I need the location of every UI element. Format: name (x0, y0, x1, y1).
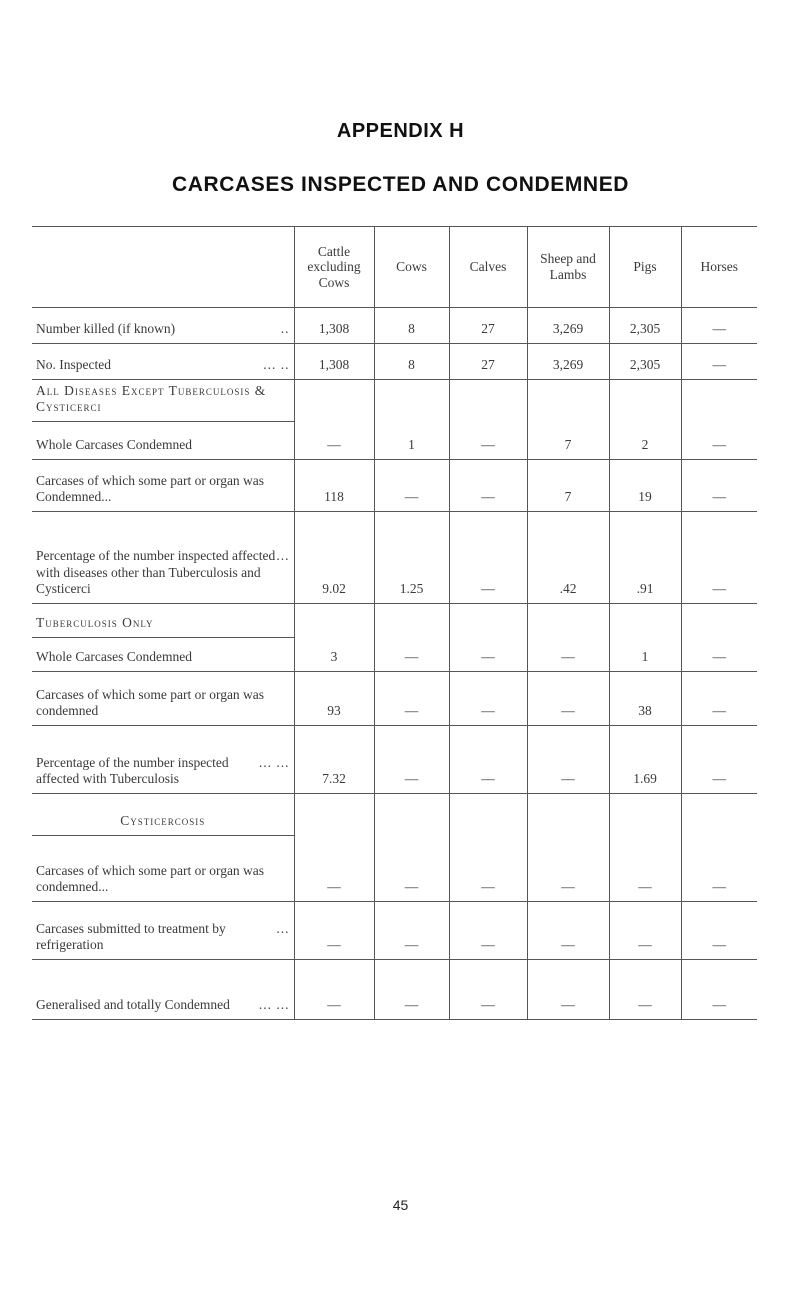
value-cell: — (449, 460, 527, 512)
value-cell: 93 (294, 672, 374, 726)
value-cell: — (449, 726, 527, 794)
table-row (32, 308, 757, 344)
row-label (32, 308, 294, 344)
value-cell: 2 (609, 422, 681, 460)
value-cell: 7 (527, 422, 609, 460)
empty-cell (681, 604, 757, 638)
value-cell: 19 (609, 460, 681, 512)
table-row (32, 726, 757, 794)
value-cell: — (294, 960, 374, 1020)
value-cell: 8 (374, 344, 449, 380)
value-cell: — (449, 836, 527, 902)
table-row (32, 422, 757, 460)
value-cell: — (681, 460, 757, 512)
empty-cell (449, 380, 527, 422)
row-leader-dots: ... (276, 920, 290, 936)
value-cell: — (527, 638, 609, 672)
value-cell: — (449, 422, 527, 460)
empty-cell (609, 604, 681, 638)
value-cell: 27 (449, 344, 527, 380)
table-row (32, 902, 757, 960)
empty-cell (609, 380, 681, 422)
empty-cell (609, 794, 681, 836)
value-cell: 7 (527, 460, 609, 512)
row-label (32, 460, 294, 512)
table-row (32, 836, 757, 902)
table-row (32, 960, 757, 1020)
row-label (32, 638, 294, 672)
value-cell: 38 (609, 672, 681, 726)
value-cell: — (681, 836, 757, 902)
value-cell: 3,269 (527, 308, 609, 344)
row-label-text: Carcases of which some part or organ was condemned (36, 686, 265, 718)
row-label-text: Whole Carcases Condemned (36, 648, 192, 664)
value-cell: — (294, 422, 374, 460)
header-row (32, 227, 757, 308)
section-heading: Tuberculosis Only (32, 604, 294, 638)
row-label-text: Generalised and totally Condemned (36, 996, 230, 1012)
value-cell: 3,269 (527, 344, 609, 380)
value-cell: — (527, 960, 609, 1020)
value-cell: — (527, 726, 609, 794)
value-cell: 118 (294, 460, 374, 512)
row-label (32, 726, 294, 794)
value-cell: 7.32 (294, 726, 374, 794)
column-header: Horses (681, 227, 757, 308)
page-title: CARCASES INSPECTED AND CONDEMNED (171, 173, 630, 196)
column-header: Sheep and Lambs (527, 227, 609, 308)
value-cell: — (681, 422, 757, 460)
table-row (32, 638, 757, 672)
section-heading: All Diseases Except Tuberculosis & Cysticerci (32, 380, 294, 422)
row-label (32, 512, 294, 604)
row-leader-dots: ... ... (258, 996, 290, 1012)
value-cell: — (449, 902, 527, 960)
page-number: 45 (392, 1197, 409, 1213)
empty-cell (294, 380, 374, 422)
row-label (32, 422, 294, 460)
carcases-table (32, 226, 757, 1020)
value-cell: — (449, 960, 527, 1020)
value-cell: .42 (527, 512, 609, 604)
row-label-text: Carcases of which some part or organ was condemned... (36, 862, 265, 894)
value-cell: — (681, 960, 757, 1020)
table-row (32, 344, 757, 380)
empty-cell (374, 604, 449, 638)
empty-cell (449, 604, 527, 638)
value-cell: — (449, 672, 527, 726)
section-heading-row (32, 380, 757, 422)
empty-cell (374, 794, 449, 836)
value-cell: — (681, 902, 757, 960)
value-cell: — (681, 672, 757, 726)
value-cell: 1.25 (374, 512, 449, 604)
row-leader-dots: .. (280, 320, 290, 336)
empty-cell (449, 794, 527, 836)
value-cell: — (374, 638, 449, 672)
row-label-text: Whole Carcases Condemned (36, 436, 192, 452)
value-cell: — (527, 836, 609, 902)
value-cell: — (374, 960, 449, 1020)
row-label-text: Carcases of which some part or organ was Condemned... (36, 472, 265, 504)
column-header: Pigs (609, 227, 681, 308)
row-label-text: Carcases submitted to treatment by refrigeration (36, 920, 226, 952)
value-cell: 9.02 (294, 512, 374, 604)
row-label (32, 672, 294, 726)
value-cell: — (449, 638, 527, 672)
value-cell: — (681, 344, 757, 380)
value-cell: 3 (294, 638, 374, 672)
row-label-text: Percentage of the number inspected affected with diseases other than Tuberculosis and Cysticerci (36, 548, 276, 596)
value-cell: .91 (609, 512, 681, 604)
empty-cell (527, 604, 609, 638)
empty-cell (294, 604, 374, 638)
value-cell: — (374, 672, 449, 726)
value-cell: — (609, 960, 681, 1020)
row-label (32, 344, 294, 380)
row-leader-dots: ... .. (263, 356, 290, 372)
row-label-text: No. Inspected (36, 356, 111, 372)
value-cell: — (527, 672, 609, 726)
value-cell: — (609, 836, 681, 902)
value-cell: 1,308 (294, 308, 374, 344)
value-cell: 1.69 (609, 726, 681, 794)
value-cell: — (681, 308, 757, 344)
value-cell: 2,305 (609, 308, 681, 344)
section-heading: Cysticercosis (32, 794, 294, 836)
table-row (32, 512, 757, 604)
column-header: Cattle excluding Cows (294, 227, 374, 308)
row-leader-dots: ... (276, 548, 290, 564)
row-label-text: Number killed (if known) (36, 320, 176, 336)
value-cell: — (681, 638, 757, 672)
empty-cell (681, 794, 757, 836)
value-cell: — (681, 726, 757, 794)
value-cell: — (609, 902, 681, 960)
row-leader-dots: ... ... (258, 754, 290, 770)
empty-cell (294, 794, 374, 836)
value-cell: — (294, 902, 374, 960)
column-header: Calves (449, 227, 527, 308)
header-blank (32, 227, 294, 308)
value-cell: — (449, 512, 527, 604)
value-cell: — (374, 460, 449, 512)
value-cell: — (294, 836, 374, 902)
value-cell: — (374, 902, 449, 960)
table-row (32, 460, 757, 512)
value-cell: 1,308 (294, 344, 374, 380)
value-cell: — (374, 836, 449, 902)
row-label (32, 960, 294, 1020)
table-body (32, 308, 757, 1020)
row-label (32, 902, 294, 960)
empty-cell (374, 380, 449, 422)
section-heading-row (32, 794, 757, 836)
empty-cell (681, 380, 757, 422)
value-cell: — (527, 902, 609, 960)
column-header: Cows (374, 227, 449, 308)
appendix-heading: APPENDIX H (336, 120, 465, 142)
row-label-text: Percentage of the number inspected affected with Tuberculosis (36, 754, 229, 786)
empty-cell (527, 380, 609, 422)
table-row (32, 672, 757, 726)
value-cell: 1 (374, 422, 449, 460)
row-label (32, 836, 294, 902)
value-cell: 2,305 (609, 344, 681, 380)
section-heading-row (32, 604, 757, 638)
value-cell: 27 (449, 308, 527, 344)
value-cell: — (681, 512, 757, 604)
value-cell: 8 (374, 308, 449, 344)
value-cell: 1 (609, 638, 681, 672)
empty-cell (527, 794, 609, 836)
value-cell: — (374, 726, 449, 794)
